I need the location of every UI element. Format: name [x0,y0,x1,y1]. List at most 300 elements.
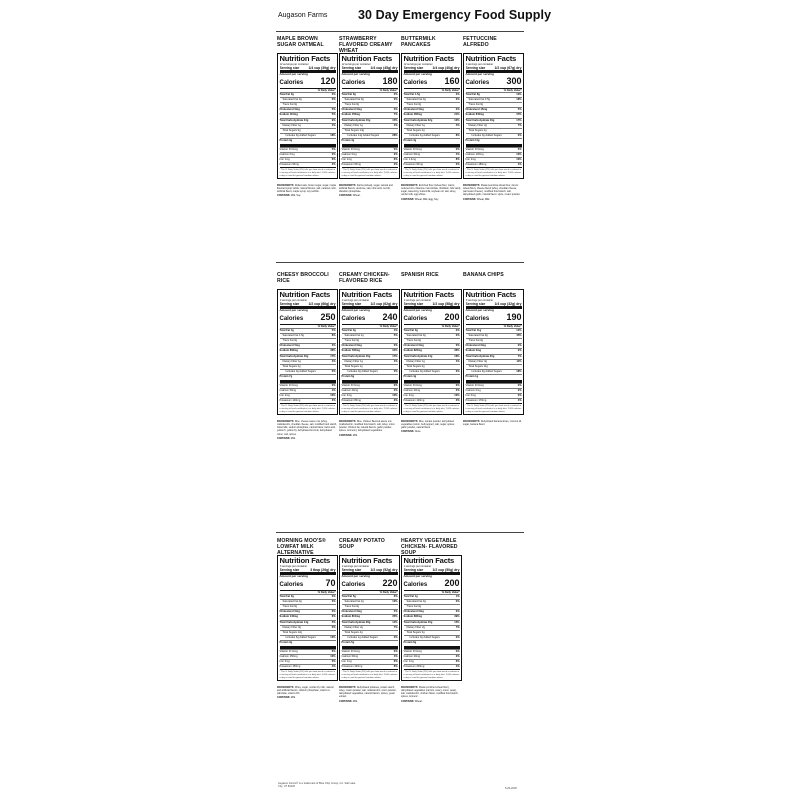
nutrient-daily-value: 0% [393,152,398,156]
nutrient-daily-value: 4% [331,665,336,669]
product-name: FETTUCCINE ALFREDO [463,36,497,48]
allergen-block [463,198,523,201]
ingredients-label: INGREDIENTS: [463,184,481,188]
nutrient-daily-value: 2% [393,388,398,392]
nutrient-name: Saturated Fat 0g [406,97,426,101]
ingredients-text: Rice, cheese sauce mix (whey, maltodextrin, cheddar cheese, salt, modified food starch, buttermilk, sodium phosphate, natural flavor, lactic acid, yellow 5, yellow 6), dehydrated broccoli, dehydrated onion, salt, spices. [277,420,337,436]
calories-row [342,579,398,590]
nutrient-name: Vitamin D 0mcg [465,383,484,387]
nutrient-daily-value: 0% [455,370,460,374]
nutrient-name: Vitamin D 0mcg [403,147,422,151]
nutrient-daily-value: 10% [392,599,398,603]
nutrient-name: Total Carbohydrate 24g [279,118,309,122]
nutrient-name: Total Fat 1.5g [403,92,421,96]
nutrient-name: Calcium 20mg [403,388,421,392]
nutrient-name: Iron 2mg [341,393,352,397]
servings-per-container: 8 servings per container [465,299,494,302]
nutrient-name: Calcium 0mg [465,388,481,392]
ingredients-text: Pasta (semolina wheat flour, durum wheat flour), cheese blend (whey, cheddar cheese, parmesan cheese), modified food starch, salt, dehydrated garlic, natural flavor, spice, cream powder. [463,184,521,197]
nutrient-name: Protein 5g [341,641,355,645]
ingredients-text: Farina (wheat), sugar, natural and artificial flavors, dextrose, salt, citric acid, red 40, disodium phosphate. [339,184,393,194]
allergen-block [339,194,399,197]
contains-label: CONTAINS: [277,194,291,198]
nutrient-name: Total Fat 4g [279,328,294,332]
nutrient-name: Vitamin D 0mcg [279,383,298,387]
nutrient-name: Protein 4g [341,139,355,143]
nutrient-name: Calcium 0mg [341,152,357,156]
nutrient-name: Trans Fat 0g [344,102,360,106]
allergen-block [339,434,399,437]
nutrient-name: Vitamin D 0mcg [465,147,484,151]
nutrient-name: Total Fat 0g [341,92,356,96]
nutrient-daily-value: 18% [516,370,522,374]
amount-per-serving: Amount per serving [341,574,370,578]
nutrient-daily-value: 21% [454,113,460,117]
nutrition-facts-panel [401,555,462,681]
ingredients-text: Rolled oats, brown sugar, sugar, maple flavored syrup solids, natural flavors, salt, caramel color, artificial flavor, maple syrup, soy lecithin. [277,184,337,194]
ingredients-label: INGREDIENTS: [401,686,419,690]
nutrient-name: Potassium 80mg [341,399,361,403]
nutrient-name: Includes 4g Added Sugars [409,134,440,138]
nutrient-name: Dietary Fiber 1g [344,123,363,127]
nutrient-daily-value: 0% [331,108,336,112]
nutrient-name: Iron 0mg [465,393,476,397]
serving-size-label: Serving size [403,302,424,306]
nutrient-daily-value: 0% [393,97,398,101]
calories-value: 180 [382,75,398,86]
nutrient-daily-value: 0% [331,659,336,663]
calories-row [280,313,336,324]
nutrient-name: Protein 4g [403,375,417,379]
nutrient-daily-value: 0% [393,370,398,374]
nutrient-name: Includes 0g Added Sugars [347,370,378,374]
nutrient-daily-value: 0% [393,649,398,653]
nutrient-name: Potassium 170mg [465,399,487,403]
nutrition-facts-heading: Nutrition Facts [279,290,331,299]
product-name: STRAWBERRY FLAVORED CREAMY WHEAT [339,36,393,54]
product-name: CHEESY BROCCOLI RICE [277,272,329,284]
nutrient-name: Cholesterol 0mg [403,108,424,112]
nutrient-name: Dietary Fiber 0g [282,625,301,629]
nutrient-daily-value: 4% [393,123,398,127]
calories-value: 250 [320,311,336,322]
nutrient-daily-value: 2% [393,636,398,640]
nutrient-name: Protein 3g [279,641,293,645]
calories-row [280,77,336,88]
daily-value-footnote: * The % Daily Value (DV) tells you how much a nutrient in a serving of food contributes to a daily diet. 2,000 calories a day is used for general nutrition advice. [465,169,522,177]
contains-text: None. [414,430,422,434]
nutrient-daily-value: 2% [331,399,336,403]
servings-per-container: 8 servings per container [279,565,308,568]
daily-value-header: % Daily Value* [503,324,522,328]
nutrient-daily-value: 0% [517,134,522,138]
ingredients-block [277,420,337,435]
nutrient-name: Saturated Fat 0g [282,599,302,603]
serving-size-value: 1/2 cup (62g) dry [370,302,398,306]
nutrient-daily-value: 0% [455,649,460,653]
contains-label: CONTAINS: [401,699,415,703]
nutrient-name: Calcium 60mg [403,152,421,156]
nutrient-daily-value: 7% [517,354,522,358]
servings-per-container: 12 servings per container [279,63,309,66]
serving-size-value: 1/4 cup (39g) dry [308,66,336,70]
nutrient-name: Includes 0g Added Sugars [409,370,440,374]
serving-size-label: Serving size [279,568,300,572]
nutrient-name: Total Sugars 12g [282,630,302,634]
nutrient-name: Includes 14g Added Sugars [347,134,380,138]
daily-value-header: % Daily Value* [441,324,460,328]
nutrient-name: Trans Fat 0g [406,604,422,608]
serving-size-label: Serving size [341,568,362,572]
daily-value-header: % Daily Value* [379,324,398,328]
nutrition-facts-heading: Nutrition Facts [279,54,331,63]
nutrition-facts-heading: Nutrition Facts [341,54,393,63]
nutrient-name: Trans Fat 0g [344,604,360,608]
nutrient-name: Trans Fat 0g [468,338,484,342]
nutrient-name: Total Carbohydrate 40g [341,118,371,122]
servings-per-container: 4 servings per container [279,299,308,302]
nutrient-daily-value: 4% [517,163,522,167]
nutrient-name: Total Sugars 14g [344,128,364,132]
amount-per-serving: Amount per serving [279,574,308,578]
nutrient-name: Trans Fat 0g [282,102,298,106]
nutrient-daily-value: 0% [455,344,460,348]
nutrient-name: Trans Fat 0g [344,338,360,342]
allergen-block [339,700,399,703]
calories-value: 190 [506,311,522,322]
product-name: HEARTY VEGETABLE CHICKEN- FLAVORED SOUP [401,538,458,556]
serving-size-label: Serving size [279,66,300,70]
nutrient-daily-value: 6% [331,615,336,619]
daily-value-footnote: * The % Daily Value (DV) tells you how much a nutrient in a serving of food contributes to a daily diet. 2,000 calories a day is used for general nutrition advice. [403,671,460,679]
ingredients-block [339,184,399,193]
serving-size-value: 1/4 cup (40g) dry [432,66,460,70]
nutrition-facts-heading: Nutrition Facts [341,556,393,565]
daily-value-header: % Daily Value* [441,590,460,594]
calories-value: 220 [382,577,398,588]
nutrient-daily-value: 0% [517,388,522,392]
serving-size-value: 1/2 cup (52g) dry [370,568,398,572]
nutrient-name: Cholesterol 0mg [279,610,300,614]
nutrient-name: Iron 0mg [279,659,290,663]
nutrient-daily-value: 17% [516,118,522,122]
nutrient-daily-value: 0% [455,147,460,151]
nutrient-daily-value: 6% [393,659,398,663]
nutrient-name: Total Carbohydrate 38g [341,620,371,624]
ingredients-label: INGREDIENTS: [277,420,295,424]
nutrient-daily-value: 15% [392,118,398,122]
nutrient-name: Sodium 110mg [279,113,298,117]
product-card [277,538,337,699]
nutrient-daily-value: 45% [516,333,522,337]
nutrient-name: Sodium 820mg [403,349,422,353]
nutrient-daily-value: 7% [455,625,460,629]
nutrient-daily-value: 36% [330,349,336,353]
nutrient-name: Total Carbohydrate 46g [341,354,371,358]
product-row-3 [277,538,525,788]
nutrition-facts-heading: Nutrition Facts [465,54,517,63]
nutrient-name: Potassium 140mg [279,399,301,403]
nutrient-daily-value: 4% [517,399,522,403]
nutrient-daily-value: 5% [331,620,336,624]
nutrient-daily-value: 0% [393,92,398,96]
ingredients-block [277,184,337,193]
nutrient-name: Sodium 0mg [465,349,482,353]
serving-size-value: 1/2 cup (66g) dry [308,302,336,306]
allergen-block [401,198,461,201]
nutrient-daily-value: 0% [455,333,460,337]
nutrient-daily-value: 6% [331,157,336,161]
nutrient-name: Protein 1g [465,375,479,379]
nutrition-facts-panel [277,555,338,681]
amount-per-serving: Amount per serving [279,72,308,76]
nutrition-facts-heading: Nutrition Facts [403,290,455,299]
nutrient-name: Sodium 790mg [341,349,360,353]
product-name: CREAMY POTATO SOUP [339,538,385,550]
nutrient-daily-value: 0% [331,599,336,603]
nutrient-name: Iron 2mg [465,157,476,161]
nutrient-name: Cholesterol 0mg [341,610,362,614]
nutrition-facts-heading: Nutrition Facts [279,556,331,565]
nutrient-name: Calcium 130mg [465,152,484,156]
nutrient-daily-value: 4% [331,123,336,127]
nutrient-daily-value: 18% [516,97,522,101]
nutrition-facts-panel [463,289,524,415]
nutrient-daily-value: 2% [393,163,398,167]
servings-per-container: 4 servings per container [341,299,370,302]
nutrient-daily-value: 0% [331,370,336,374]
nutrient-name: Cholesterol 15mg [465,108,488,112]
ingredients-label: INGREDIENTS: [339,184,357,188]
nutrient-daily-value: 0% [455,328,460,332]
product-name: MORNING MOO'S® LOWFAT MILK ALTERNATIVE [277,538,326,556]
nutrient-name: Total Carbohydrate 14g [279,620,309,624]
nutrient-daily-value: 0% [517,393,522,397]
nutrient-name: Dietary Fiber 1g [406,359,425,363]
nutrient-name: Protein 3g [279,139,293,143]
ingredients-text: Rice, tomato powder, dehydrated vegetables (onion, bell pepper), salt, sugar, spices, garlic powder, natural flavor. [401,420,455,430]
contains-text: Wheat, Milk. [476,197,490,201]
calories-label: Calories [279,315,304,322]
nutrient-name: Total Fat 0g [279,594,294,598]
nutrient-name: Calcium 20mg [403,654,421,658]
daily-value-header: % Daily Value* [503,88,522,92]
contains-text: Wheat. [414,699,423,703]
nutrient-name: Cholesterol 5mg [279,344,300,348]
nutrient-name: Cholesterol 0mg [403,610,424,614]
nutrient-name: Potassium 420mg [341,665,363,669]
nutrient-daily-value: 8% [455,134,460,138]
calories-value: 240 [382,311,398,322]
ingredients-label: INGREDIENTS: [339,686,357,690]
nutrient-name: Vitamin D 0mcg [279,147,298,151]
divider-row-2 [276,532,524,533]
nutrient-name: Dietary Fiber 1g [406,123,425,127]
nutrient-name: Total Sugars 3g [406,630,425,634]
nutrient-name: Potassium 200mg [403,665,425,669]
nutrient-name: Trans Fat 0g [468,102,484,106]
ingredients-label: INGREDIENTS: [277,686,295,690]
nutrient-daily-value: 7% [393,113,398,117]
nutrient-name: Total Sugars 9g [282,128,301,132]
amount-per-serving: Amount per serving [403,72,432,76]
nutrient-name: Saturated Fat 0g [406,333,426,337]
nutrition-facts-panel [277,53,338,179]
calories-row [404,77,460,88]
nutrient-name: Total Fat 1g [403,594,418,598]
calories-row [342,77,398,88]
nutrient-daily-value: 28% [392,134,398,138]
calories-label: Calories [465,79,490,86]
ingredients-text: Rice, chicken flavored sauce mix (maltodextrin, modified food starch, salt, whey, onion powder, chicken fat, natural flavors, garlic powder, spices, turmeric), dehydrated vegetables. [339,420,395,433]
nutrient-name: Saturated Fat 9g [468,333,488,337]
nutrient-name: Trans Fat 0g [406,102,422,106]
contains-label: CONTAINS: [401,197,415,201]
serving-size-value: 1/2 cup (67g) dry [494,66,522,70]
product-row-2 [277,272,525,522]
calories-value: 120 [320,75,336,86]
nutrient-daily-value: 2% [393,399,398,403]
nutrient-name: Total Carbohydrate 44g [403,354,433,358]
nutrient-name: Cholesterol 0mg [279,108,300,112]
nutrient-name: Total Carbohydrate 46g [279,354,309,358]
ingredients-block [277,686,337,695]
calories-label: Calories [403,79,428,86]
nutrient-name: Total Carbohydrate 32g [403,118,433,122]
nutrient-daily-value: 10% [516,157,522,161]
ingredients-label: INGREDIENTS: [277,184,295,188]
nutrient-daily-value: 5% [331,328,336,332]
serving-size-label: Serving size [279,302,300,306]
servings-per-container: 12 servings per container [403,63,433,66]
servings-per-container: 4 servings per container [341,565,370,568]
nutrient-daily-value: 9% [331,118,336,122]
nutrient-daily-value: 4% [331,388,336,392]
product-card [277,272,337,440]
nutrient-name: Trans Fat 0g [406,338,422,342]
ingredients-block [401,184,461,196]
nutrient-name: Iron 1mg [279,157,290,161]
contains-label: CONTAINS: [401,430,415,434]
nutrient-daily-value: 35% [392,615,398,619]
ingredients-block [401,686,461,698]
nutrient-daily-value: 39% [454,615,460,619]
nutrition-facts-heading: Nutrition Facts [465,290,517,299]
footer-trademark: Augason Farms® is a trademark of Blue Chip Group, Inc. Salt Lake City, UT 84120 [278,782,356,789]
nutrient-name: Saturated Fat 3.5g [468,97,490,101]
serving-size-value: 1/2 cup (58g) dry [432,302,460,306]
calories-label: Calories [341,79,366,86]
nutrient-name: Potassium 150mg [279,665,301,669]
nutrient-name: Total Carbohydrate 20g [465,354,495,358]
nutrient-daily-value: 4% [393,328,398,332]
ingredients-text: Enriched flour (wheat flour, niacin, reduced iron, thiamine mononitrate, riboflavin, folic acid), sugar, leavening, buttermilk, soybean oil, salt, whey, nonfat milk, egg whites. [401,184,461,197]
nutrient-daily-value: 5% [517,108,522,112]
product-name: CREAMY CHICKEN-FLAVORED RICE [339,272,390,284]
daily-value-footnote: * The % Daily Value (DV) tells you how much a nutrient in a serving of food contributes to a daily diet. 2,000 calories a day is used for general nutrition advice. [341,405,398,413]
nutrient-daily-value: 2% [331,163,336,167]
product-row-1 [277,36,525,286]
daily-value-footnote: * The % Daily Value (DV) tells you how much a nutrient in a serving of food contributes to a daily diet. 2,000 calories a day is used for general nutrition advice. [341,671,398,679]
nutrient-name: Cholesterol 0mg [341,108,362,112]
nutrient-name: Cholesterol 0mg [465,344,486,348]
contains-text: Milk. [290,696,296,700]
nutrient-name: Sodium 480mg [403,113,422,117]
nutrition-facts-heading: Nutrition Facts [403,54,455,63]
nutrient-daily-value: 10% [330,654,336,658]
nutrient-daily-value: 4% [393,654,398,658]
servings-per-container: 12 servings per container [341,63,371,66]
nutrient-name: Trans Fat 0g [282,604,298,608]
amount-per-serving: Amount per serving [341,72,370,76]
daily-value-header: % Daily Value* [317,590,336,594]
calories-row [404,579,460,590]
product-name: MAPLE BROWN SUGAR OATMEAL [277,36,324,48]
nutrient-name: Sodium 810mg [341,615,360,619]
serving-size-label: Serving size [341,302,362,306]
nutrient-name: Saturated Fat 0g [282,97,302,101]
nutrient-name: Protein 6g [403,641,417,645]
nutrient-daily-value: 16% [454,354,460,358]
product-card [339,36,399,197]
nutrient-daily-value: 12% [330,636,336,640]
nutrient-name: Includes 6g Added Sugars [285,636,316,640]
nutrient-daily-value: 2% [455,654,460,658]
nutrient-daily-value: 11% [516,359,522,363]
nutrient-daily-value: 8% [393,665,398,669]
nutrient-name: Trans Fat 0g [282,338,298,342]
nutrient-daily-value: 17% [330,354,336,358]
divider-top [276,31,524,32]
nutrient-daily-value: 0% [331,383,336,387]
nutrition-facts-panel [277,289,338,415]
nutrient-name: Cholesterol 0mg [341,344,362,348]
nutrient-daily-value: 0% [331,147,336,151]
product-card [401,272,461,433]
nutrient-name: Iron 1.4mg [403,157,416,161]
nutrient-daily-value: 0% [331,610,336,614]
nutrient-daily-value: 10% [392,393,398,397]
nutrient-name: Potassium 60mg [403,163,423,167]
nutrient-name: Dietary Fiber 1g [282,123,301,127]
nutrient-name: Dietary Fiber 3g [468,359,487,363]
daily-value-header: % Daily Value* [441,88,460,92]
product-name: SPANISH RICE [401,272,439,278]
calories-row [342,313,398,324]
nutrient-name: Potassium 60mg [341,163,361,167]
nutrient-name: Total Fat 3g [341,328,356,332]
nutrient-name: Potassium 120mg [403,399,425,403]
nutrient-name: Includes 0g Added Sugars [471,134,502,138]
nutrient-name: Iron 1mg [341,659,352,663]
product-card [463,36,523,201]
nutrient-daily-value: 10% [516,152,522,156]
daily-value-footnote: * The % Daily Value (DV) tells you how much a nutrient in a serving of food contributes to a daily diet. 2,000 calories a day is used for general nutrition advice. [403,405,460,413]
contains-text: Milk. [290,436,296,440]
ingredients-text: Pasta (enriched wheat flour), dehydrated vegetables (carrots, celery, onion, peas), salt, maltodextrin, chicken flavor, modified food starch, spices, turmeric. [401,686,459,699]
allergen-block [277,696,337,699]
nutrient-daily-value: 0% [517,147,522,151]
calories-row [466,313,522,324]
serving-size-value: 1/2 cup (50g) dry [432,568,460,572]
nutrient-name: Iron 2mg [279,393,290,397]
nutrient-daily-value: 4% [455,152,460,156]
nutrient-name: Includes 9g Added Sugars [285,134,316,138]
serving-size-label: Serving size [403,66,424,70]
daily-value-header: % Daily Value* [317,88,336,92]
nutrient-daily-value: 0% [517,349,522,353]
brand-name: Augason Farms [278,12,328,19]
